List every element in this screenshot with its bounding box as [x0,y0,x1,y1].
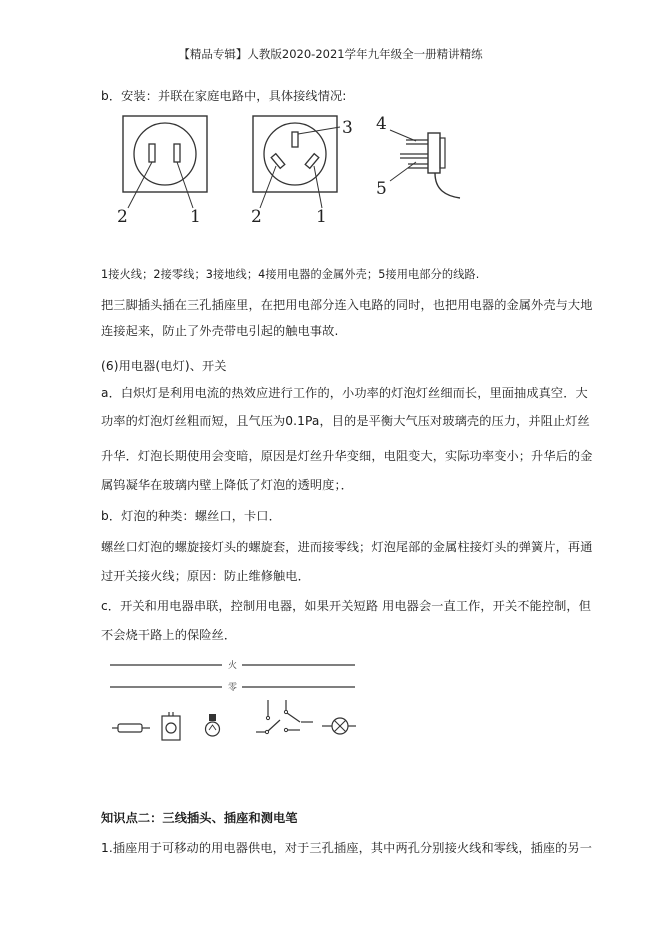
para-a-line-1: a．白炽灯是利用电流的热效应进行工作的，小功率的灯泡灯丝细而长，里面抽成真空．大 [101,386,588,400]
para-b-line-1: 螺丝口灯泡的螺旋接灯头的螺旋套，进而接零线；灯泡尾部的金属柱接灯头的弹簧片，再通 [101,540,593,554]
para-a-line-2: 功率的灯泡灯丝粗而短，且气压为0.1Pa，目的是平衡大气压对玻璃壳的压力，并阻止灯丝 [101,414,590,428]
two-hole-socket-face [134,123,196,185]
plug-paragraph-line-2: 连接起来，防止了外壳带电引起的触电事故. [101,324,339,338]
outlet-icon [162,712,180,740]
two-hole-socket-frame [123,116,207,192]
three-pin-plug-icon [390,130,460,198]
switches-icon [256,700,313,734]
plug-label-4: 4 [376,114,387,134]
para-b-title: b．灯泡的种类：螺丝口，卡口． [101,509,281,523]
plug-label-5: 5 [376,179,387,199]
wiring-legend: 1接火线；2接零线；3接地线；4接用电器的金属外壳；5接用电部分的线路. [101,268,480,281]
two-hole-leader-2 [128,162,152,208]
socket-wiring-figure [110,110,470,230]
para-a-line-4: 属钨凝华在玻璃内壁上降低了灯泡的透明度；． [101,478,353,492]
plug-paragraph-line-1: 把三脚插头插在三孔插座里，在把用电部分连入电路的同时，也把用电器的金属外壳与大地 [101,298,593,312]
two-hole-label-2: 2 [117,207,128,227]
install-heading: b．安装：并联在家庭电路中，具体接线情况: [101,89,347,103]
two-hole-slot-right [174,144,180,162]
three-hole-slot-left [271,154,285,169]
three-hole-leader-3 [298,127,340,134]
three-hole-socket-frame [253,116,337,192]
three-hole-label-3: 3 [342,118,353,138]
neutral-wire-label: 零 [228,683,238,693]
para-b-line-2: 过开关接火线；原因：防止维修触电． [101,569,310,583]
three-hole-label-1: 1 [316,207,327,227]
three-hole-slot-right [305,154,319,169]
para-c-line-1: c．开关和用电器串联，控制用电器，如果开关短路 用电器会一直工作，开关不能控制，但 [101,599,591,613]
fuse-icon [112,724,150,732]
para-c-line-2: 不会烧干路上的保险丝． [101,628,237,642]
household-circuit-figure [110,656,360,756]
para-a-line-3: 升华．灯泡长期使用会变暗，原因是灯丝升华变细，电阻变大，实际功率变小；升华后的金 [101,449,593,463]
section-6-title: (6)用电器(电灯)、开关 [101,359,227,373]
live-wire-label: 火 [228,661,238,671]
socket-paragraph-line-1: 1.插座用于可移动的用电器供电，对于三孔插座，其中两孔分别接火线和零线，插座的另一 [101,841,593,855]
three-hole-slot-top [292,132,298,147]
two-hole-label-1: 1 [190,207,201,227]
three-hole-label-2: 2 [251,207,262,227]
page-header: 【精品专辑】人教版2020-2021学年九年级全一册精讲精练 [178,47,483,61]
light-bulb-icon [206,714,220,736]
two-hole-slot-left [149,144,155,162]
three-hole-leader-2 [260,166,276,208]
knowledge-point-2-title: 知识点二：三线插头、插座和测电笔 [101,811,298,825]
lamp-symbol-icon [322,718,356,734]
two-hole-leader-1 [177,162,193,208]
